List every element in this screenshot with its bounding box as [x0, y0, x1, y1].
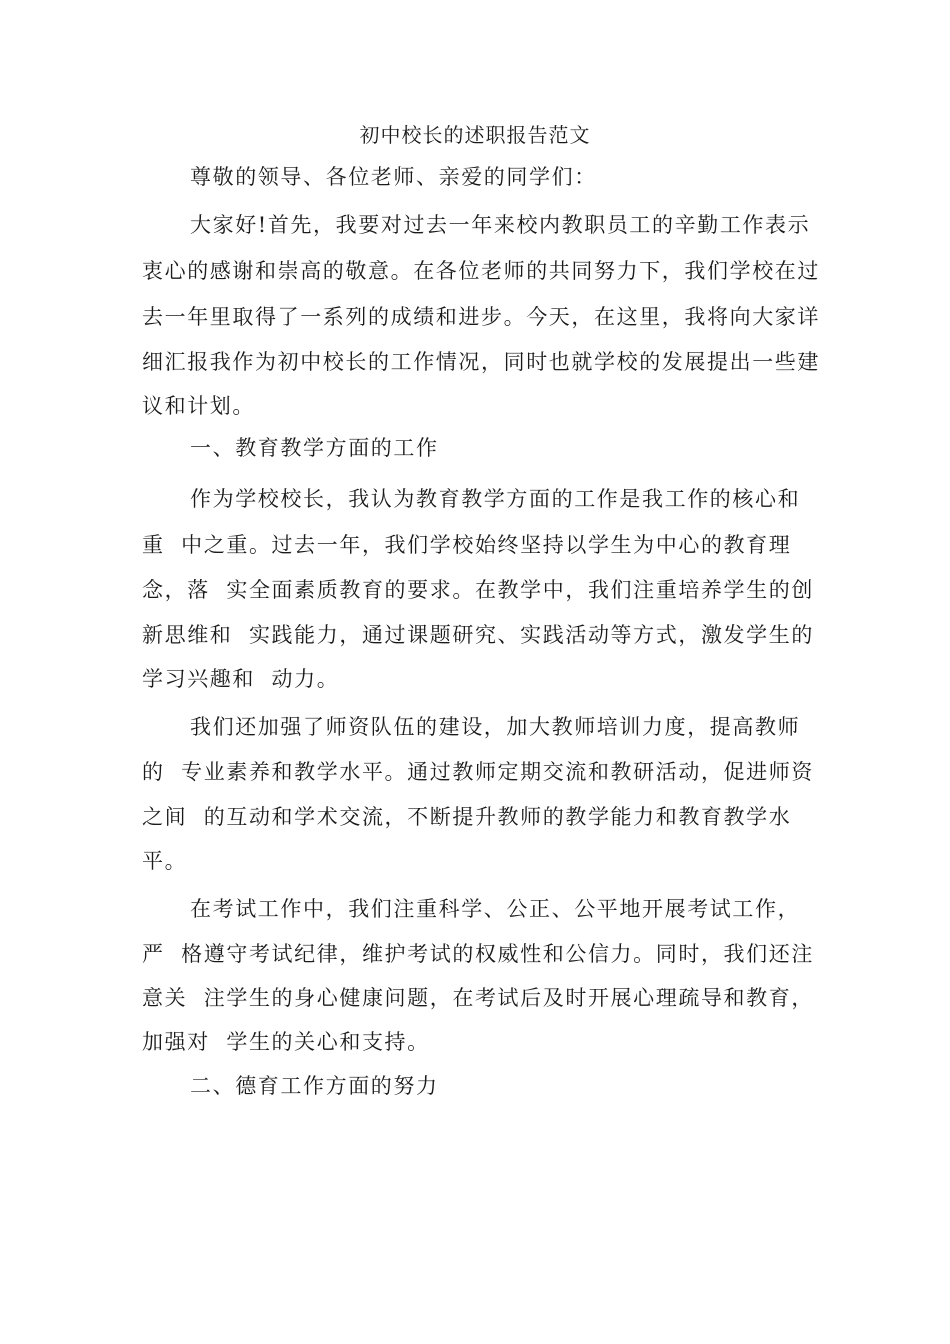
paragraph-line: 新思维和 实践能力，通过课题研究、实践活动等方式，激发学生的 — [142, 623, 814, 647]
paragraph-line: 细汇报我作为初中校长的工作情况，同时也就学校的发展提出一些建 — [142, 350, 820, 374]
paragraph-line: 之间 的互动和学术交流，不断提升教师的教学能力和教育教学水 — [142, 805, 792, 829]
paragraph-line: 议和计划。 — [142, 394, 255, 418]
paragraph-line: 加强对 学生的关心和支持。 — [142, 1030, 430, 1054]
paragraph-line: 严 格遵守考试纪律，维护考试的权威性和公信力。同时，我们还注 — [142, 942, 814, 966]
section-heading-2: 二、德育工作方面的努力 — [190, 1074, 439, 1098]
paragraph-line: 念，落 实全面素质教育的要求。在教学中，我们注重培养学生的创 — [142, 578, 814, 602]
paragraph-line: 意关 注学生的身心健康问题，在考试后及时开展心理疏导和教育， — [142, 986, 814, 1010]
paragraph-line: 我们还加强了师资队伍的建设，加大教师培训力度，提高教师 — [190, 715, 801, 739]
document-title: 初中校长的述职报告范文 — [359, 123, 591, 147]
paragraph-line: 重 中之重。过去一年，我们学校始终坚持以学生为中心的教育理 — [142, 533, 792, 557]
paragraph-line: 作为学校校长，我认为教育教学方面的工作是我工作的核心和 — [190, 487, 801, 511]
section-heading-1: 一、教育教学方面的工作 — [190, 436, 439, 460]
paragraph-line: 去一年里取得了一系列的成绩和进步。今天，在这里，我将向大家详 — [142, 305, 820, 329]
paragraph-line: 平。 — [142, 849, 188, 873]
paragraph-line: 衷心的感谢和崇高的敬意。在各位老师的共同努力下，我们学校在过 — [142, 259, 820, 283]
salutation: 尊敬的领导、各位老师、亲爱的同学们： — [190, 165, 597, 189]
paragraph-line: 大家好!首先，我要对过去一年来校内教职员工的辛勤工作表示 — [190, 213, 811, 237]
paragraph-line: 的 专业素养和教学水平。通过教师定期交流和教研活动，促进师资 — [142, 760, 814, 784]
paragraph-line: 在考试工作中，我们注重科学、公正、公平地开展考试工作， — [190, 897, 801, 921]
paragraph-line: 学习兴趣和 动力。 — [142, 667, 340, 691]
